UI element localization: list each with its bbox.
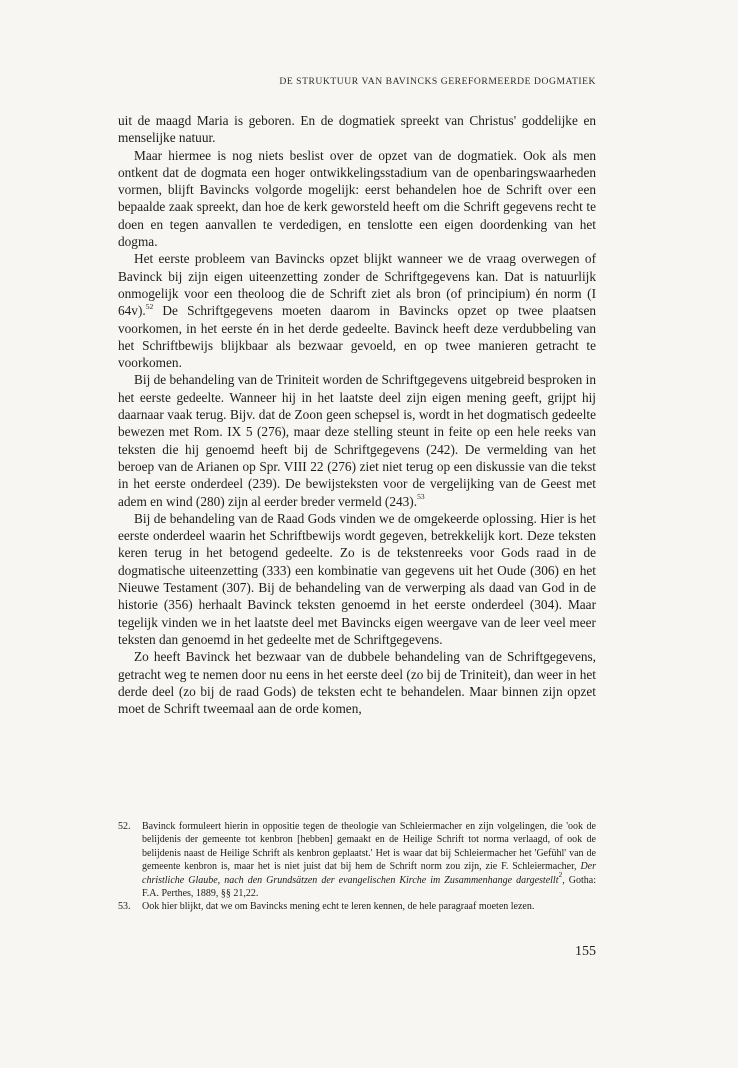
- paragraph-5: Bij de behandeling van de Raad Gods vinden we de omgekeerde oplossing. Hier is het eerste onderdeel waarin het Schriftbewijs wordt gegeven, betrekkelijk kort. Deze teksten keren terug in het betogend gedeelte. Zo is de tekstenreeks voor Gods raad in de dogmatische uiteenzetting (333) een kombinatie van gegevens uit het Oude (306) en het Nieuwe Testament (307). Bij de behandeling van de verwerping als daad van God in de historie (356) herhaalt Bavinck teksten genoemd in het eerste onderdeel (304). Maar tegelijk vinden we in het laatste deel met Bavincks eigen weergave van de leer veel meer teksten dan genoemd in het gedeelte met de Schriftgegevens.: [118, 510, 596, 647]
- book-title: Der christliche Glaube, nach den Grundsätzen der evangelischen Kirche im Zusammenhange dargestellt: [142, 861, 596, 886]
- footnote-number: 52.: [118, 821, 131, 832]
- footnote-53: [118, 900, 596, 913]
- paragraph-3-continued: De Schriftgegevens moeten daarom in Bavincks opzet op twee plaatsen voorkomen, in het eerste én in het derde gedeelte. Bavinck heeft deze verdubbeling van het Schriftbewijs blijkbaar als bezwaar gevoeld, en op twee manieren getracht te voorkomen.: [118, 303, 596, 371]
- paragraph-4: [118, 371, 596, 509]
- paragraph-3-text: Het eerste probleem van Bavincks opzet blijkt wanneer we de vraag overwegen of Bavinck bij zijn eigen uiteenzetting zonder de Schriftgegevens kan. Dat is natuurlijk onmogelijk voor een theoloog die de Schrift ziet als bron (of principium) én norm (I 64v).: [118, 251, 596, 319]
- paragraph-3: [118, 250, 596, 371]
- footnote-text-part: , Gotha: F.A. Perthes, 1889, §§ 21,22.: [142, 874, 597, 900]
- edition-superscript: 2: [558, 870, 563, 880]
- footnote-text: [142, 820, 596, 900]
- footnote-number: 53.: [118, 901, 131, 913]
- note-ref-52: 52: [145, 301, 154, 311]
- paragraph-2: Maar hiermee is nog niets beslist over de opzet van de dogmatiek. Ook als men ontkent dat de dogmata een hoger ontwikkelingsstadium van de openbaringswaarheden vormen, blijft Bavincks volgorde mogelijk: eerst behandelen hoe de Schrift over een bepaalde zaak spreekt, dan hoe de kerk geworsteld heeft om die Schrift gegevens recht te doen en tegen aanvallen te verdedigen, en tenslotte een eigen doordenking van het dogma.: [118, 147, 596, 250]
- body-text: [118, 112, 596, 717]
- page-number: 155: [575, 944, 596, 959]
- paragraph-6: Zo heeft Bavinck het bezwaar van de dubbele behandeling van de Schriftgegevens, getracht weg te nemen door nu eens in het eerste deel (zo bij de Triniteit), dan weer in het derde deel (zo bij de raad Gods) de teksten echt te behandelen. Maar binnen zijn opzet moet de Schrift tweemaal aan de orde komen,: [118, 649, 596, 717]
- footnote-52: [118, 820, 596, 900]
- note-ref-53: 53: [417, 492, 425, 502]
- footnote-text-part: Bavinck formuleert hierin in oppositie tegen de theologie van Schleiermacher en zijn volgelingen, die 'ook de belijdenis der gemeente tot kenbron [hebben] gemaakt en de Heilige Schrift tot norma verlaagd, of ook de belijdenis naast de Heilige Schrift als kenbron geplaatst.' Het is waar dat bij Schleiermacher het 'Gefühl' van de gemeente kenbron is, maar het is niet juist dat bij hem de Schrift norm zou zijn, zie F. Schleiermacher,: [142, 821, 596, 873]
- paragraph-1: uit de maagd Maria is geboren. En de dogmatiek spreekt van Christus' goddelijke en menselijke natuur.: [118, 113, 596, 146]
- footnote-text: Ook hier blijkt, dat we om Bavincks mening echt te leren kennen, de hele paragraaf moeten lezen.: [142, 901, 535, 913]
- footnotes: [118, 820, 596, 914]
- paragraph-4-text: Bij de behandeling van de Triniteit worden de Schriftgegevens uitgebreid besproken in het eerste gedeelte. Wanneer hij in het laatste deel zijn eigen mening geeft, grijpt hij daarnaar vaak terug. Bijv. dat de Zoon geen schepsel is, wordt in het dogmatisch gedeelte bewezen met Rom. IX 5 (276), maar deze stelling steunt in feite op een hele reeks van teksten die hij genoemd heeft bij de Schriftgegevens (242). De vermelding van het beroep van de Arianen op Spr. VIII 22 (276) ziet niet terug op een diskussie van die tekst in het eerste onderdeel (239). De bewijsteksten voor de vergelijking van de Geest met adem en wind (280) zijn al eerder breder vermeld (243).: [118, 372, 596, 509]
- running-head: DE STRUKTUUR VAN BAVINCKS GEREFORMEERDE DOGMATIEK: [279, 76, 596, 87]
